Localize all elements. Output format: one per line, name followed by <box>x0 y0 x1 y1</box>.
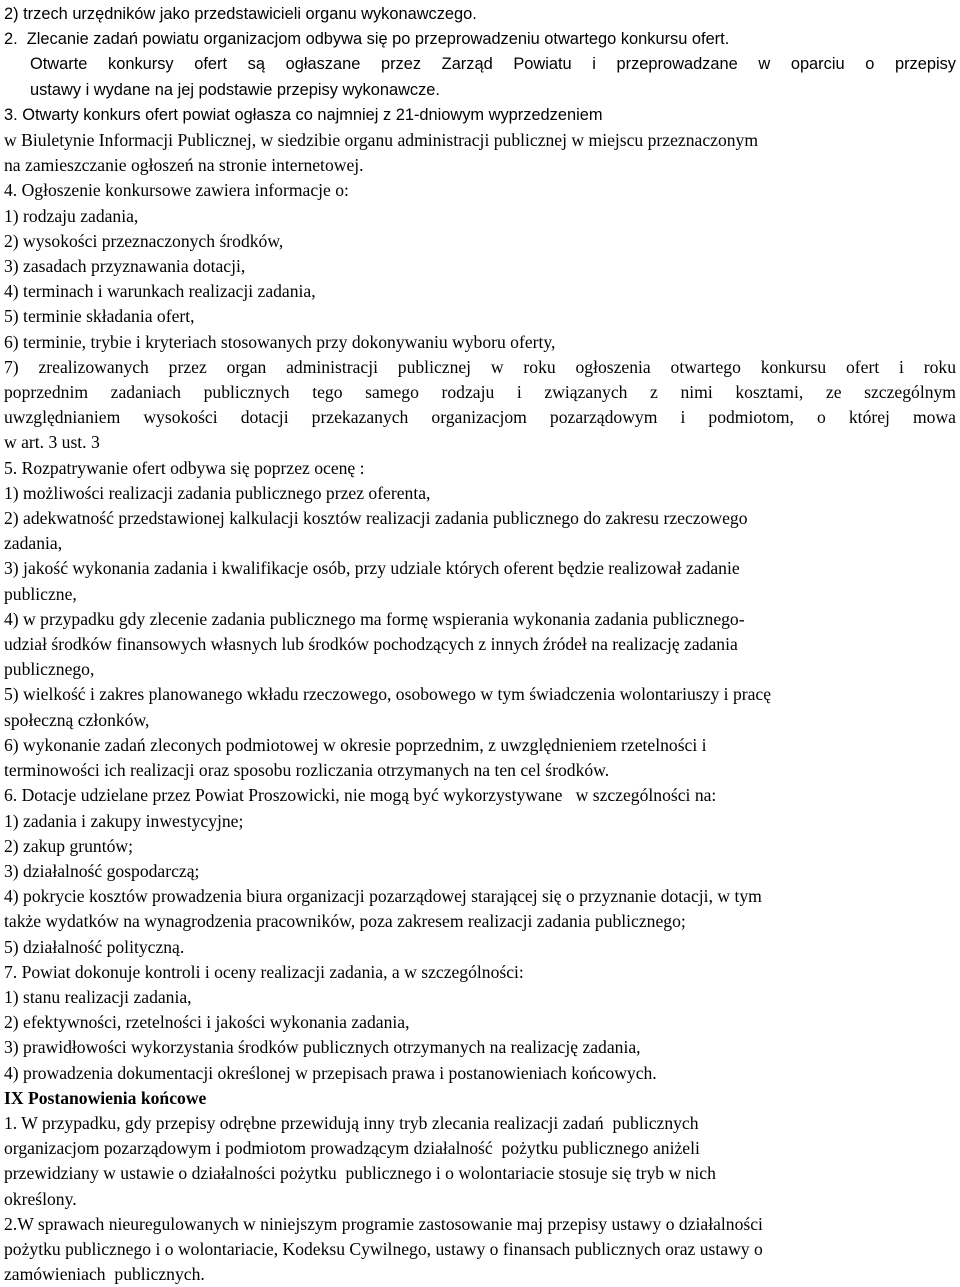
text-line: 3. Otwarty konkurs ofert powiat ogłasza co najmniej z 21-dniowym wyprzedzeniem <box>4 105 603 124</box>
text-line: 4) terminach i warunkach realizacji zadania, <box>4 281 316 302</box>
text-line: poprzednim zadaniach publicznych tego samego rodzaju i związanych z nimi kosztami, ze szczególnym <box>4 382 956 403</box>
text-line: 7) zrealizowanych przez organ administracji publicznej w roku ogłoszenia otwartego konkursu ofert i roku <box>4 356 956 377</box>
text-line: na zamieszczanie ogłoszeń na stronie internetowej. <box>4 155 364 176</box>
text-line: 2) wysokości przeznaczonych środków, <box>4 230 284 251</box>
text-line: 7. Powiat dokonuje kontroli i oceny realizacji zadania, a w szczególności: <box>4 961 524 982</box>
text-line: 6) terminie, trybie i kryteriach stosowanych przy dokonywaniu wyboru oferty, <box>4 331 556 352</box>
text-line: także wydatków na wynagrodzenia pracowników, poza zakresem realizacji zadania publicznego; <box>4 911 686 932</box>
text-line: zadania, <box>4 533 63 554</box>
text-line: 3) prawidłowości wykorzystania środków publicznych otrzymanych na realizację zadania, <box>4 1037 641 1058</box>
text-line: publiczne, <box>4 583 77 604</box>
text-line: 2) efektywności, rzetelności i jakości wykonania zadania, <box>4 1012 410 1033</box>
text-line: 1) możliwości realizacji zadania publicznego przez oferenta, <box>4 482 431 503</box>
text-line: w art. 3 ust. 3 <box>4 432 100 453</box>
text-line: określony. <box>4 1188 77 1209</box>
text-line: 1) rodzaju zadania, <box>4 205 139 226</box>
text-line: udział środków finansowych własnych lub środków pochodzących z innych źródeł na realizację zadania <box>4 634 738 655</box>
text-line: 1. W przypadku, gdy przepisy odrębne przewidują inny tryb zlecania realizacji zadań publicznych <box>4 1112 699 1133</box>
text-line: 5) działalność polityczną. <box>4 936 185 957</box>
text-line: pożytku publicznego i o wolontariacie, Kodeksu Cywilnego, ustawy o finansach publicznych oraz ustawy o <box>4 1238 763 1259</box>
text-line: organizacjom pozarządowym i podmiotom prowadzącym działalność pożytku publicznego aniżeli <box>4 1138 700 1159</box>
text-line: 4) w przypadku gdy zlecenie zadania publicznego ma formę wspierania wykonania zadania publicznego- <box>4 608 745 629</box>
text-line: 3) jakość wykonania zadania i kwalifikacje osób, przy udziale których oferent będzie realizował zadanie <box>4 558 740 579</box>
text-line: 2) zakup gruntów; <box>4 835 133 856</box>
text-line: 2.W sprawach nieuregulowanych w niniejszym programie zastosowanie maj przepisy ustawy o działalności <box>4 1213 763 1234</box>
text-line: terminowości ich realizacji oraz sposobu rozliczania otrzymanych na ten cel środków. <box>4 760 610 781</box>
text-line: 5) terminie składania ofert, <box>4 306 195 327</box>
text-line: 5. Rozpatrywanie ofert odbywa się poprzez ocenę : <box>4 457 365 478</box>
text-line: 6) wykonanie zadań zleconych podmiotowej w okresie poprzednim, z uwzględnieniem rzetelności i <box>4 734 707 755</box>
text-line: 4) pokrycie kosztów prowadzenia biura organizacji pozarządowej starającej się o przyznanie dotacji, w tym <box>4 886 762 907</box>
text-line: uwzględnianiem wysokości dotacji przekazanych organizacjom pozarządowym i podmiotom, o której mowa <box>4 407 956 428</box>
text-line: 2) trzech urzędników jako przedstawicieli organu wykonawczego. <box>4 5 477 23</box>
text-line: ustawy i wydane na jej podstawie przepisy wykonawcze. <box>30 80 440 99</box>
text-line: 3) działalność gospodarczą; <box>4 860 200 881</box>
text-line: 5) wielkość i zakres planowanego wkładu rzeczowego, osobowego w tym świadczenia wolontariuszy i pracę <box>4 684 772 705</box>
text-line: 1) zadania i zakupy inwestycyjne; <box>4 810 244 831</box>
text-line: przewidziany w ustawie o działalności pożytku publicznego i o wolontariacie stosuje się tryb w nich <box>4 1163 716 1184</box>
text-line: w Biuletynie Informacji Publicznej, w siedzibie organu administracji publicznej w miejscu przeznaczonym <box>4 130 759 151</box>
text-line: Otwarte konkursy ofert są ogłaszane przez Zarząd Powiatu i przeprowadzane w oparciu o przepisy <box>30 55 956 74</box>
text-line: 3) zasadach przyznawania dotacji, <box>4 256 246 277</box>
text-line: 1) stanu realizacji zadania, <box>4 986 192 1007</box>
text-line: 4. Ogłoszenie konkursowe zawiera informacje o: <box>4 180 349 201</box>
section-heading: IX Postanowienia końcowe <box>4 1087 207 1108</box>
text-line: 2. Zlecanie zadań powiatu organizacjom odbywa się po przeprowadzeniu otwartego konkursu ofert. <box>4 30 730 49</box>
text-line: zamówieniach publicznych. <box>4 1264 205 1285</box>
text-line: społeczną członków, <box>4 709 150 730</box>
text-line: 4) prowadzenia dokumentacji określonej w przepisach prawa i postanowieniach końcowych. <box>4 1062 657 1083</box>
text-line: 6. Dotacje udzielane przez Powiat Proszowicki, nie mogą być wykorzystywane w szczególności na: <box>4 785 717 806</box>
text-line: 2) adekwatność przedstawionej kalkulacji kosztów realizacji zadania publicznego do zakresu rzeczowego <box>4 508 748 529</box>
text-line: publicznego, <box>4 659 95 680</box>
